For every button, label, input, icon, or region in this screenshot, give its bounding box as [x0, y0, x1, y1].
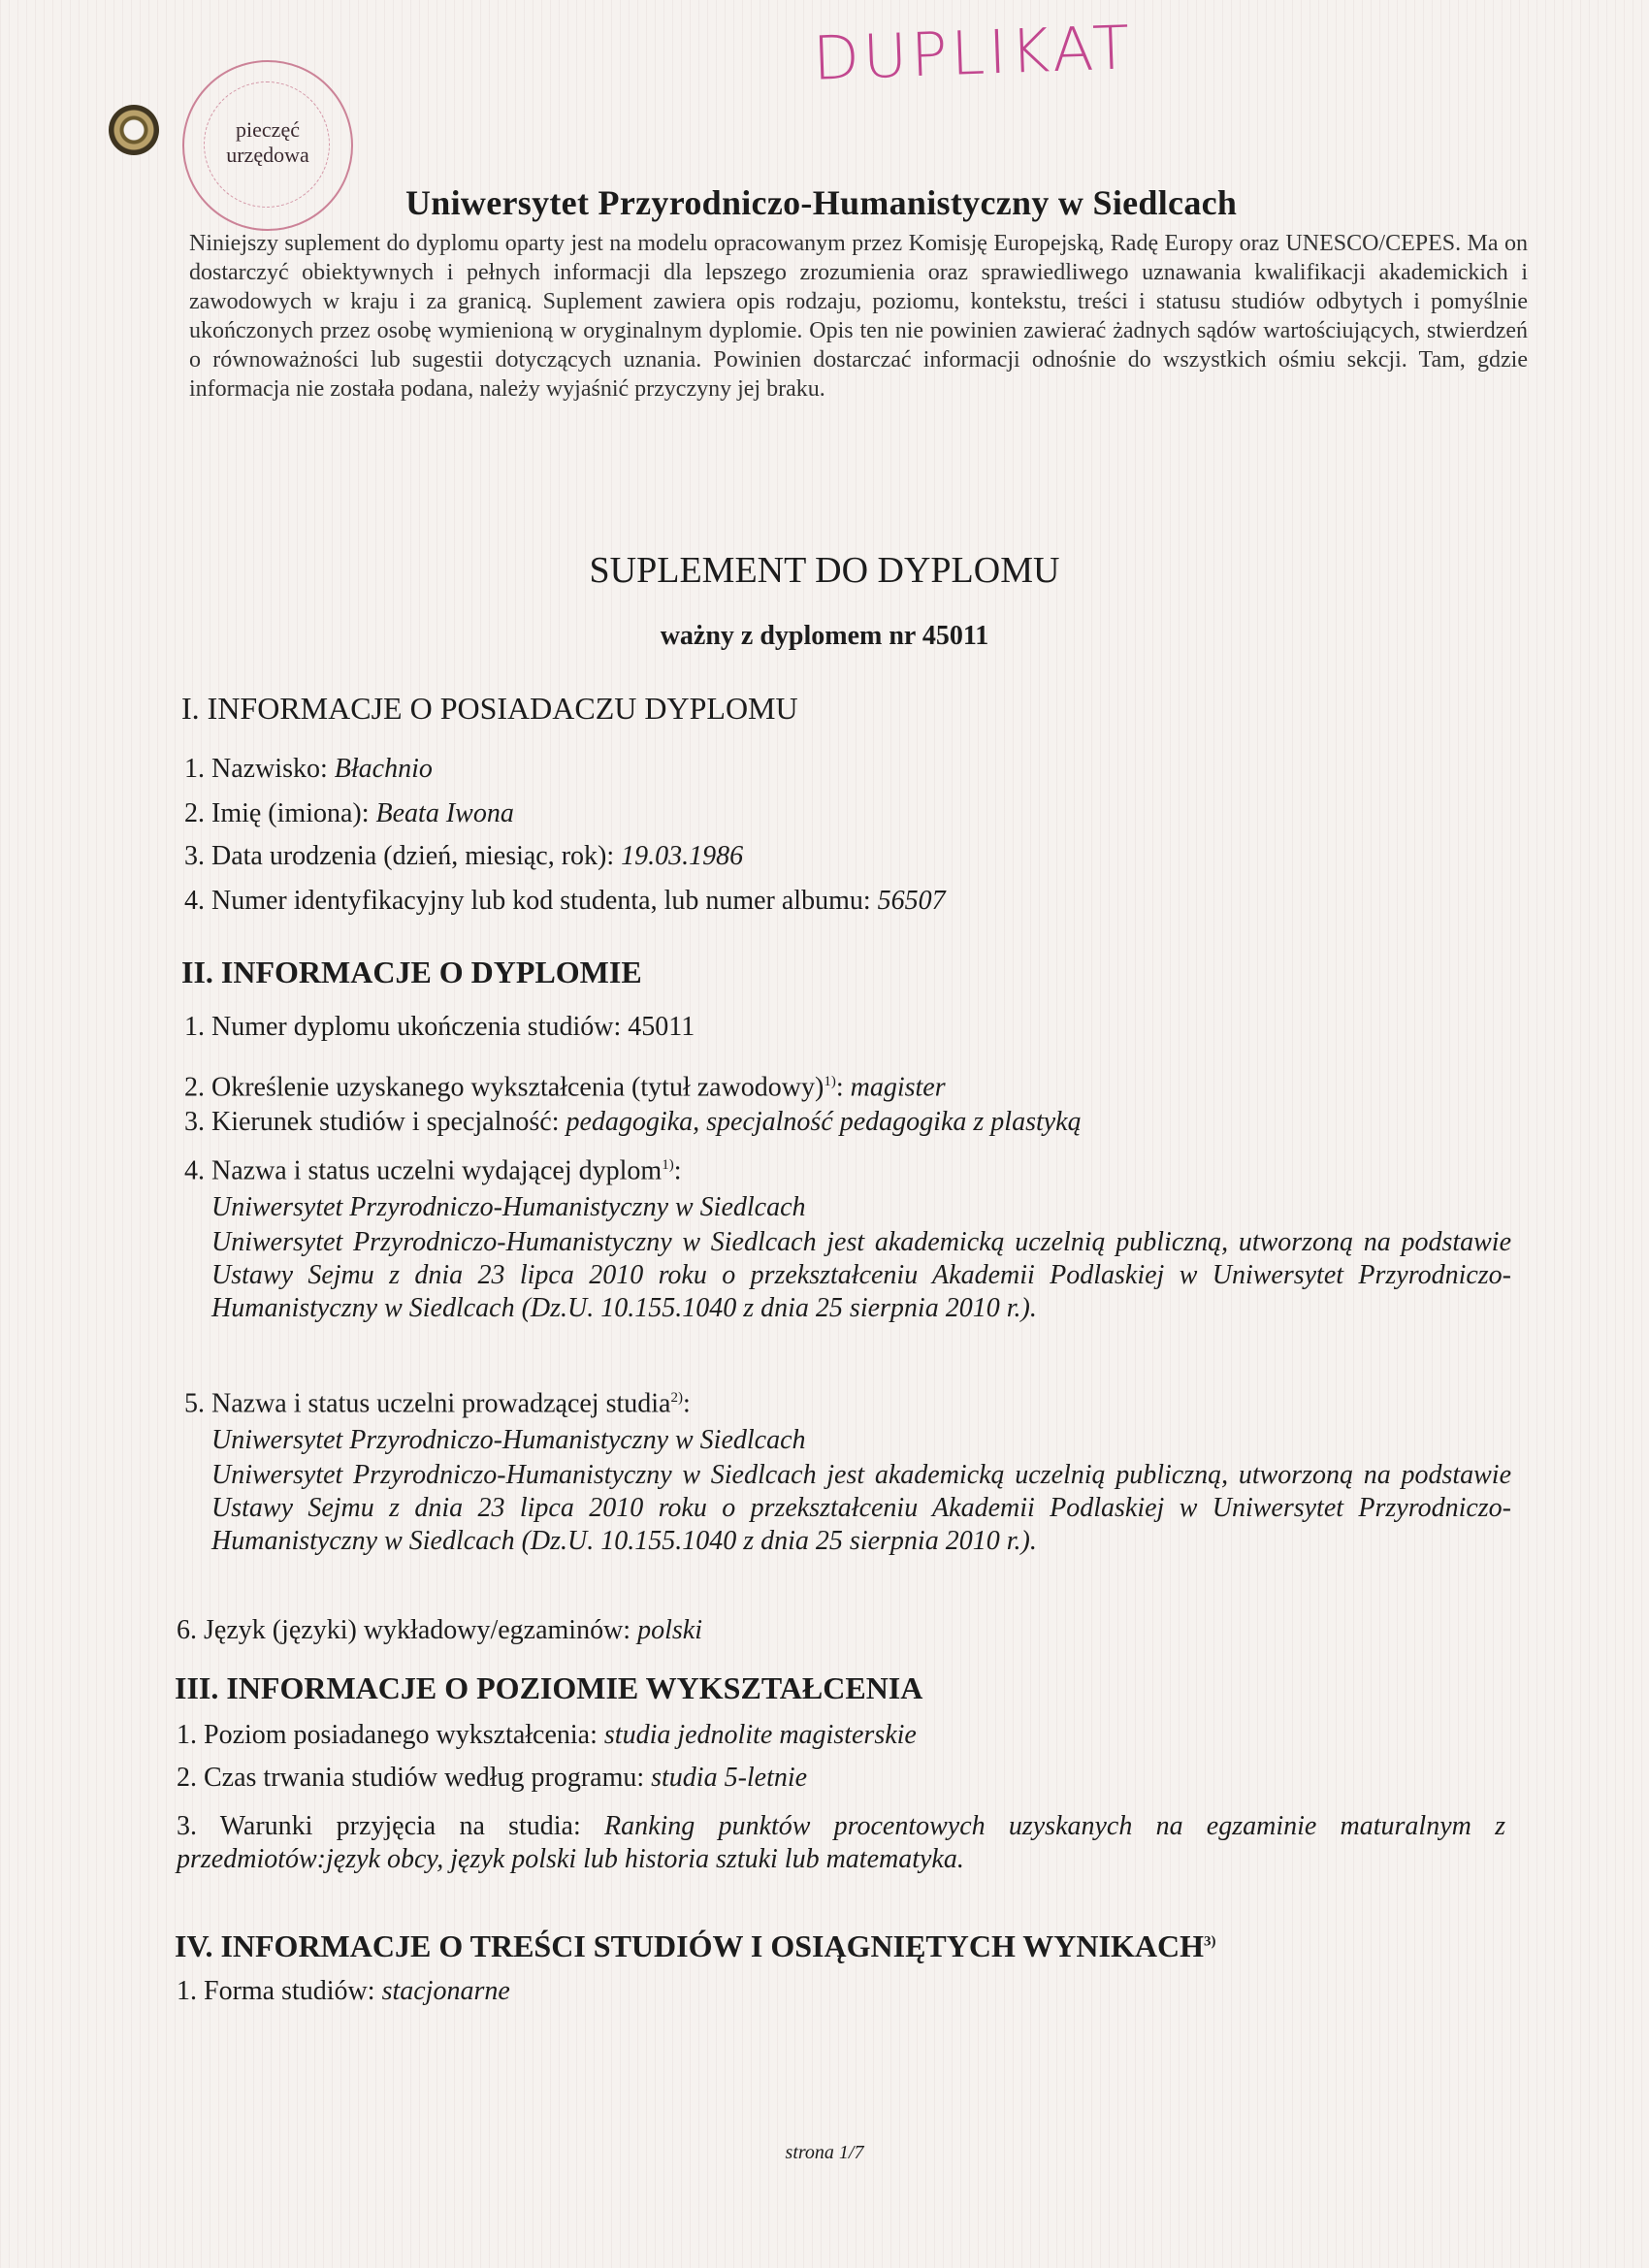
issuing-institution-name: Uniwersytet Przyrodniczo-Humanistyczny w Siedlcach [211, 1192, 806, 1222]
field-of-study-value: pedagogika, specjalność pedagogika z plastyką [566, 1107, 1082, 1137]
degree-title [184, 1065, 946, 1104]
admission-requirements-value: Ranking punktów procentowych uzyskanych na egzaminie maturalnym z przedmiotów:język obcy, język polski lub historia sztuki lub matematyka. [177, 1811, 1505, 1874]
degree-title-footnote: 1) [824, 1074, 836, 1089]
holder-first-names [184, 797, 514, 830]
binder-grommet [109, 105, 159, 155]
issuing-institution-colon: : [673, 1155, 682, 1186]
holder-student-id [184, 885, 946, 918]
teaching-institution-status: Uniwersytet Przyrodniczo-Humanistyczny w Siedlcach jest akademicką uczelnią publiczną, utworzoną na podstawie Ustawy Sejmu z dnia 23 lipca 2010 roku o przekształceniu Akademii Podlaskiej w Uniwersytet Przyrodniczo-Humanistyczny w Siedlcach (Dz.U. 10.155.1040 z dnia 25 sierpnia 2010 r.). [211, 1460, 1511, 1556]
holder-first-names-value: Beata Iwona [375, 798, 514, 828]
diploma-number [184, 1011, 695, 1044]
issuing-institution-status: Uniwersytet Przyrodniczo-Humanistyczny w Siedlcach jest akademicką uczelnią publiczną, utworzoną na podstawie Ustawy Sejmu z dnia 23 lipca 2010 roku o przekształceniu Akademii Podlaskiej w Uniwersytet Przyrodniczo-Humanistyczny w Siedlcach (Dz.U. 10.155.1040 z dnia 25 sierpnia 2010 r.). [211, 1227, 1511, 1323]
holder-student-id-label: 4. Numer identyfikacyjny lub kod studenta, lub numer albumu: [184, 886, 878, 916]
holder-first-names-label: 2. Imię (imiona): [184, 798, 376, 828]
programme-length [177, 1762, 807, 1795]
programme-length-value: studia 5-letnie [651, 1763, 808, 1793]
intro-paragraph: Niniejszy suplement do dyplomu oparty jest na modelu opracowanym przez Komisję Europejską, Radę Europy oraz UNESCO/CEPES. Ma on dostarczyć obiektywnych i pełnych informacji dla lepszego zrozumienia oraz sprawiedliwego uznawania kwalifikacji akademickich i zawodowych w kraju i za granicą. Suplement zawiera opis rodzaju, poziomu, kontekstu, treści i statusu studiów odbytych i pomyślnie ukończonych przez osobę wymienioną w oryginalnym dyplomie. Opis ten nie powinien zawierać żadnych sądów wartościujących, stwierdzeń o równoważności lub sugestii dotyczących uznania. Powinien dostarczać informacji odnośnie do wszystkich ośmiu sekcji. Tam, gdzie informacja nie została podana, należy wyjaśnić przyczyny jej braku. [189, 231, 1528, 402]
admission-requirements [177, 1810, 1505, 1876]
diploma-number-label: 1. Numer dyplomu ukończenia studiów: [184, 1012, 629, 1042]
holder-surname [184, 753, 433, 786]
language-value: polski [637, 1615, 702, 1645]
teaching-institution [184, 1381, 691, 1420]
page-number: strona 1/7 [785, 2142, 864, 2163]
section-1-heading: I. INFORMACJE O POSIADACZU DYPLOMU [181, 691, 798, 726]
study-mode [177, 1975, 510, 2008]
duplicate-handwritten-mark: DUPLIKAT [811, 12, 1135, 94]
degree-title-colon: : [835, 1072, 851, 1103]
holder-surname-value: Błachnio [334, 754, 433, 784]
document-subtitle: ważny z dyplomem nr 45011 [660, 621, 989, 651]
admission-requirements-label: 3. Warunki przyjęcia na studia: [177, 1811, 604, 1841]
field-of-study-label: 3. Kierunek studiów i specjalność: [184, 1107, 566, 1137]
holder-birth-date [184, 840, 743, 873]
language-of-instruction [177, 1614, 702, 1647]
diploma-number-value: 45011 [628, 1012, 695, 1042]
study-mode-label: 1. Forma studiów: [177, 1976, 382, 2006]
teaching-institution-colon: : [682, 1388, 691, 1419]
programme-length-label: 2. Czas trwania studiów według programu: [177, 1763, 652, 1793]
issuing-institution-footnote: 1) [662, 1157, 674, 1173]
teaching-institution-footnote: 2) [670, 1390, 683, 1406]
degree-title-value: magister [850, 1072, 946, 1103]
field-of-study [184, 1106, 1082, 1139]
teaching-institution-name: Uniwersytet Przyrodniczo-Humanistyczny w Siedlcach [211, 1425, 806, 1455]
holder-surname-label: 1. Nazwisko: [184, 754, 335, 784]
study-mode-value: stacjonarne [381, 1976, 510, 2006]
issuing-institution [184, 1149, 681, 1187]
qualification-level-value: studia jednolite magisterskie [603, 1720, 917, 1750]
section-4-footnote: 3) [1203, 1933, 1216, 1950]
qualification-level-label: 1. Poziom posiadanego wykształcenia: [177, 1720, 604, 1750]
holder-birth-date-value: 19.03.1986 [621, 841, 744, 871]
holder-birth-date-label: 3. Data urodzenia (dzień, miesiąc, rok): [184, 841, 622, 871]
official-stamp [182, 60, 353, 231]
language-label: 6. Język (języki) wykładowy/egzaminów: [177, 1615, 638, 1645]
university-name: Uniwersytet Przyrodniczo-Humanistyczny w Siedlcach [405, 183, 1238, 222]
document-title: SUPLEMENT DO DYPLOMU [589, 550, 1060, 591]
section-4-heading [175, 1928, 1215, 1964]
stamp-text-line2: urzędowa [226, 143, 309, 167]
stamp-text-line1: pieczęć [236, 117, 300, 142]
holder-student-id-value: 56507 [877, 886, 946, 916]
section-2-heading: II. INFORMACJE O DYPLOMIE [181, 955, 642, 989]
issuing-institution-label: 4. Nazwa i status uczelni wydającej dyplom [184, 1155, 663, 1186]
qualification-level [177, 1719, 917, 1752]
section-4-heading-text: IV. INFORMACJE O TREŚCI STUDIÓW I OSIĄGNIĘTYCH WYNIKACH [175, 1928, 1204, 1963]
section-3-heading: III. INFORMACJE O POZIOMIE WYKSZTAŁCENIA [175, 1670, 923, 1705]
teaching-institution-label: 5. Nazwa i status uczelni prowadzącej studia [184, 1388, 671, 1419]
degree-title-label: 2. Określenie uzyskanego wykształcenia (tytuł zawodowy) [184, 1072, 824, 1103]
